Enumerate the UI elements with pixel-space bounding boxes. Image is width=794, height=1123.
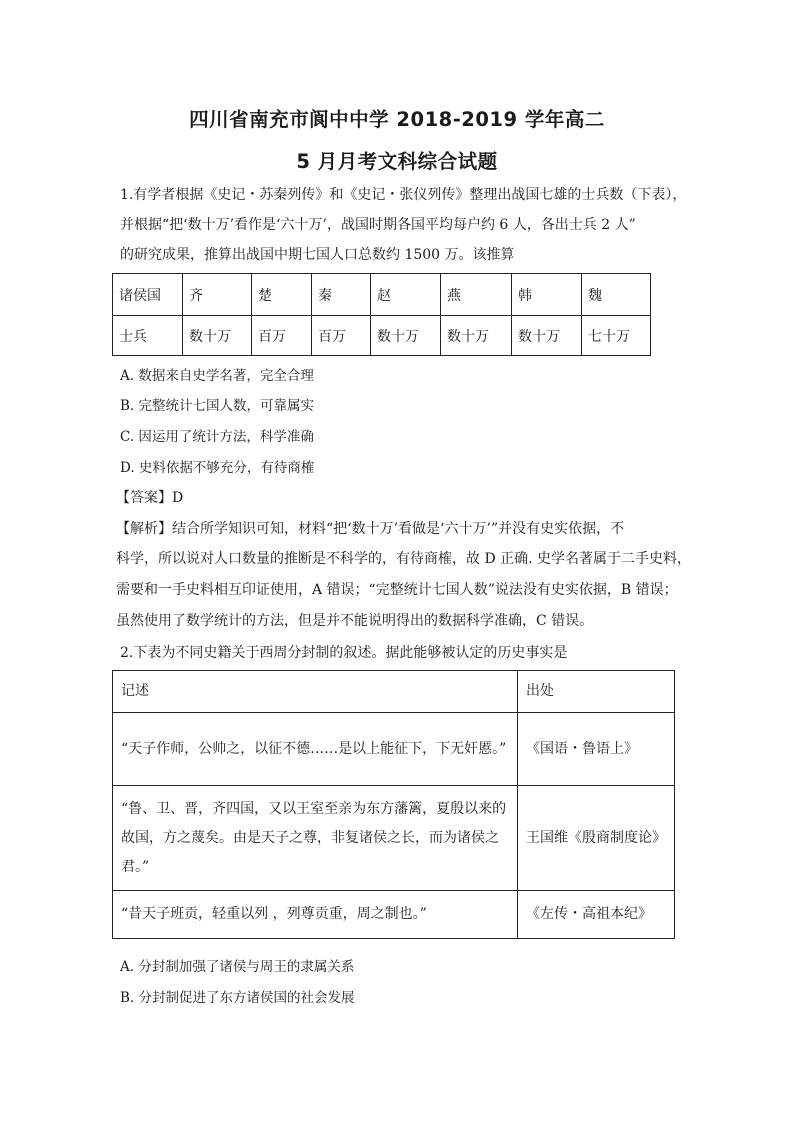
table-row: [113, 891, 675, 939]
page-subtitle: 5 月月考文科综合试题: [296, 150, 498, 173]
table-cell: 齐: [183, 274, 252, 316]
table-cell: 秦: [312, 274, 371, 316]
table-cell: 百万: [312, 316, 371, 356]
q1-stem-line: 的研究成果，推算出战国中期七国人口总数约 1500 万。该推算: [120, 247, 515, 263]
q1-option-b: B. 完整统计七国人数，可靠属实: [120, 398, 315, 414]
q2-stem: 2.下表为不同史籍关于西周分封制的叙述。据此能够被认定的历史事实是: [120, 645, 568, 661]
table-cell: 记述: [113, 671, 518, 713]
table-cell: [113, 786, 518, 891]
q2-records-table: [112, 670, 675, 939]
record-text: “天子作师，公帅之，以征不德……是以上能征下，下无奸慝。”: [121, 740, 507, 757]
q1-option-a: A. 数据来自史学名著，完全合理: [120, 368, 314, 384]
q2-option-b: B. 分封制促进了东方诸侯国的社会发展: [120, 990, 355, 1006]
table-cell: 数十万: [512, 316, 582, 356]
page-title: 四川省南充市阆中中学 2018-2019 学年高二: [189, 108, 605, 131]
table-cell: 楚: [252, 274, 312, 316]
table-row: [113, 713, 675, 786]
table-cell: 数十万: [371, 316, 441, 356]
record-text: “鲁、卫、晋，齐四国，又以王室至亲为东方藩篱，夏殷以来的故国，方之蔑矣。由是天子之尊，非复诸侯之长，而为诸侯之君。”: [121, 800, 507, 875]
table-cell: 数十万: [183, 316, 252, 356]
q1-analysis-line: 【解析】结合所学知识可知，材料“把‘数十万’看做是‘六十万’”并没有史实依据，不: [116, 521, 625, 537]
q1-analysis-line: 虽然使用了数学统计的方法，但是并不能说明得出的数据科学准确，C 错误。: [116, 613, 594, 629]
table-cell: 韩: [512, 274, 582, 316]
table-cell: 七十万: [582, 316, 651, 356]
table-cell: 赵: [371, 274, 441, 316]
table-cell: 数十万: [441, 316, 512, 356]
q1-option-d: D. 史料依据不够充分，有待商榷: [120, 460, 315, 476]
table-row: [113, 786, 675, 891]
q1-stem-line: 1.有学者根据《史记・苏秦列传》和《史记・张仪列传》整理出战国七雄的士兵数（下表），: [120, 187, 687, 203]
q1-stem-line: 并根据“把‘数十万’看作是‘六十万’，战国时期各国平均每户约 6 人，各出士兵 2 人”: [120, 217, 636, 233]
table-cell: 魏: [582, 274, 651, 316]
q1-analysis-line: 需要和一手史料相互印证使用，A 错误；“完整统计七国人数”说法没有史实依据，B 错误；: [116, 582, 678, 598]
table-cell: [113, 713, 518, 786]
q1-answer: 【答案】D: [116, 490, 184, 506]
table-cell: 诸侯国: [113, 274, 183, 316]
q2-option-a: A. 分封制加强了诸侯与周王的隶属关系: [120, 959, 355, 975]
q1-soldier-table: [112, 273, 651, 356]
table-header-row: [113, 274, 651, 316]
record-text: “昔天子班贡，轻重以列 ，列尊贡重，周之制也。”: [121, 906, 427, 922]
table-cell: [113, 891, 518, 939]
table-header-row: [113, 671, 675, 713]
table-row: [113, 316, 651, 356]
q1-analysis-line: 科学，所以说对人口数量的推断是不科学的，有待商榷，故 D 正确. 史学名著属于二手史料，: [116, 551, 692, 567]
table-cell: 士兵: [113, 316, 183, 356]
table-cell: 《国语・鲁语上》: [518, 713, 675, 786]
table-cell: 《左传・高祖本纪》: [518, 891, 675, 939]
table-cell: 燕: [441, 274, 512, 316]
table-cell: 王国维《殷商制度论》: [518, 786, 675, 891]
q1-option-c: C. 因运用了统计方法，科学准确: [120, 429, 314, 445]
table-cell: 百万: [252, 316, 312, 356]
table-cell: 出处: [518, 671, 675, 713]
